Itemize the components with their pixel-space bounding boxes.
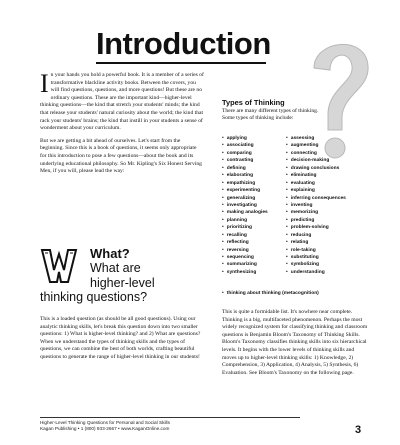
title-underline bbox=[96, 62, 266, 64]
intro-paragraph-1-text: n your hands you hold a powerful book. It is a member of a series of transformative blackline activity books. Between the covers, you will find questions, questions, and more questions! But these are no ordinary questions. These are the important kind—higher-level thinking questions—the kind that stretch your students' minds; the kind that release your students' natural curiosity about the world; the kind that rack your students' brains; the kind that instill in your students a sense of wonderment about your curriculum. bbox=[40, 72, 204, 132]
list-item: • experimenting bbox=[222, 187, 302, 194]
list-item: • explaining bbox=[286, 187, 376, 194]
types-of-thinking-heading: Types of Thinking bbox=[222, 98, 285, 107]
list-item: • planning bbox=[222, 217, 302, 224]
list-item: • making analogies bbox=[222, 209, 302, 216]
list-item: • reflecting bbox=[222, 239, 302, 246]
what-section-heading bbox=[40, 246, 204, 306]
intro-paragraph-2: But we are getting a bit ahead of ourselves. Let's start from the beginning. Since this is a book of questions, it seems only appropriate for this introduction to pose a few questions—about the book and its underlying educational philosophy. So Mr. Kipling's Six Honest Serving Men, if you will, please lead the way: bbox=[40, 137, 202, 175]
what-subheading-line-1: What are bbox=[90, 261, 141, 275]
list-item: • recalling bbox=[222, 232, 302, 239]
list-item: • contrasting bbox=[222, 157, 302, 164]
w-letter-icon bbox=[40, 246, 78, 284]
list-item: • investigating bbox=[222, 202, 302, 209]
list-item: • drawing conclusions bbox=[286, 165, 376, 172]
list-item: • synthesizing bbox=[222, 269, 302, 276]
bloom-paragraph: This is quite a formidable list. It's nowhere near complete. Thinking is a big, multifaceted phenomenon. Perhaps the most widely recognized system for classifying thinking and classroom questions is Benjamin Bloom's Taxonomy of Thinking Skills. Bloom's Taxonomy classifies thinking skills into six hierarchical levels. It begins with the lower levels of thinking skills and moves up to higher-level thinking skills: 1) Knowledge, 2) Comprehension, 3) Application, 4) Analysis, 5) Synthesis, 6) Evaluation. See Bloom's Taxonomy on the following page. bbox=[222, 309, 368, 376]
footer-publisher: Kagan Publishing • 1 (800) 933-2667 • www.KaganOnline.com bbox=[40, 426, 170, 431]
list-item: • problem-solving bbox=[286, 224, 376, 231]
footer-book-title: Higher-Level Thinking Questions for Personal and Social Skills bbox=[40, 420, 170, 425]
what-heading: What? bbox=[90, 246, 130, 261]
list-item-metacognition: • thinking about thinking (metacognition) bbox=[222, 291, 319, 296]
list-item: • reducing bbox=[286, 232, 376, 239]
types-of-thinking-intro: There are many different types of thinking. Some types of thinking include: bbox=[222, 108, 319, 122]
list-item: • memorizing bbox=[286, 209, 376, 216]
list-item: • symbolizing bbox=[286, 261, 376, 268]
list-item: • comparing bbox=[222, 150, 302, 157]
list-item: • summarizing bbox=[222, 261, 302, 268]
list-item: • applying bbox=[222, 135, 302, 142]
list-item: • empathizing bbox=[222, 180, 302, 187]
list-item: • substituting bbox=[286, 254, 376, 261]
what-subheading-line-2: higher-level bbox=[90, 276, 155, 290]
list-item: • defining bbox=[222, 165, 302, 172]
what-subheading-line-3: thinking questions? bbox=[40, 290, 148, 304]
list-item: • prioritizing bbox=[222, 224, 302, 231]
list-item: • elaborating bbox=[222, 172, 302, 179]
thinking-types-list-right bbox=[286, 135, 376, 276]
footer-divider bbox=[40, 417, 300, 418]
list-item: • augmenting bbox=[286, 142, 376, 149]
list-item: • understanding bbox=[286, 269, 376, 276]
list-item: • generalizing bbox=[222, 195, 302, 202]
list-item: • decision-making bbox=[286, 157, 376, 164]
intro-paragraph-1 bbox=[40, 69, 204, 133]
list-item: • evaluating bbox=[286, 180, 376, 187]
drop-cap: I bbox=[40, 69, 49, 98]
footer bbox=[40, 420, 340, 432]
list-item: • connecting bbox=[286, 150, 376, 157]
what-paragraph: This is a loaded question (as should be all good questions). Using our analytic thinking skills, let's break this question down into two smaller questions: 1) What is higher-level thinking? and 2) What are questions? When we understand the types of thinking skills and the types of questions, we can combine the best of both worlds, crafting beautiful questions to generate the range of higher-level thinking in our students! bbox=[40, 316, 201, 360]
list-item: • associating bbox=[222, 142, 302, 149]
page-number: 3 bbox=[355, 424, 362, 436]
page-title: Introduction bbox=[96, 26, 271, 61]
list-item: • inferring consequences bbox=[286, 195, 376, 202]
list-item: • assessing bbox=[286, 135, 376, 142]
list-item: • eliminating bbox=[286, 172, 376, 179]
list-item: • role-taking bbox=[286, 247, 376, 254]
list-item: • predicting bbox=[286, 217, 376, 224]
list-item: • sequencing bbox=[222, 254, 302, 261]
intro-left-column bbox=[40, 69, 204, 181]
list-item: • inventing bbox=[286, 202, 376, 209]
list-item: • relating bbox=[286, 239, 376, 246]
list-item: • reversing bbox=[222, 247, 302, 254]
